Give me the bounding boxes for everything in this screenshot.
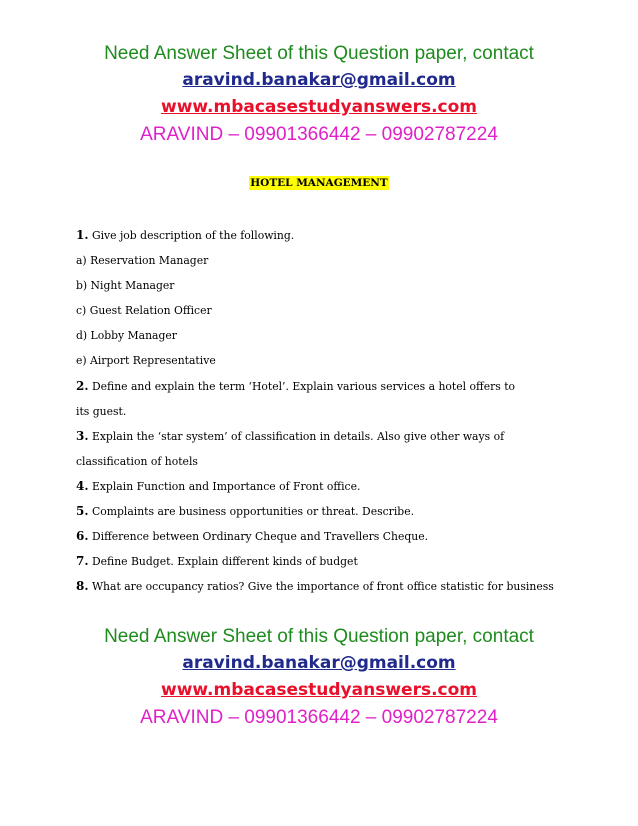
question-line [76, 399, 596, 424]
question-line [76, 424, 596, 449]
contact-header [0, 40, 638, 148]
contact-phones-text: ARAVIND – 09901366442 – 09902787224 [140, 707, 498, 728]
question-text: its guest. [76, 404, 127, 418]
question-line [76, 549, 596, 574]
question-line [76, 499, 596, 524]
question-text: What are occupancy ratios? Give the importance of front office statistic for business [88, 580, 554, 594]
contact-email-link[interactable]: aravind.banakar@gmail.com [182, 70, 456, 90]
contact-website-link[interactable]: www.mbacasestudyanswers.com [161, 97, 477, 117]
question-list [76, 223, 596, 599]
question-text: Difference between Ordinary Cheque and Travellers Cheque. [88, 530, 429, 544]
question-number: 8. [76, 579, 89, 594]
question-text: Define and explain the term ‘Hotel’. Explain various services a hotel offers to [88, 379, 516, 393]
question-line [76, 374, 596, 399]
contact-request-text: Need Answer Sheet of this Question paper, contact [104, 626, 534, 647]
question-number: 7. [76, 554, 89, 569]
question-line [76, 248, 596, 273]
question-line [76, 574, 596, 599]
question-number: 6. [76, 529, 89, 544]
contact-request-text: Need Answer Sheet of this Question paper, contact [104, 43, 534, 64]
title-container [0, 171, 638, 190]
question-line [76, 323, 596, 348]
question-line [76, 524, 596, 549]
contact-email-link[interactable]: aravind.banakar@gmail.com [182, 653, 456, 673]
question-line [76, 273, 596, 298]
document-title: HOTEL MANAGEMENT [250, 177, 388, 189]
question-text: Explain Function and Importance of Front office. [88, 479, 361, 493]
question-text: classification of hotels [76, 454, 198, 468]
question-number: 4. [76, 478, 89, 493]
question-text: Explain the ‘star system’ of classification in details. Also give other ways of [88, 429, 505, 443]
question-text: c) Guest Relation Officer [76, 304, 212, 318]
question-text: a) Reservation Manager [76, 254, 209, 268]
contact-phones-text: ARAVIND – 09901366442 – 09902787224 [140, 124, 498, 145]
question-text: Complaints are business opportunities or threat. Describe. [88, 505, 415, 519]
contact-footer [0, 623, 638, 731]
question-text: Give job description of the following. [88, 229, 295, 242]
question-number: 1. [76, 228, 89, 242]
question-number: 5. [76, 504, 89, 519]
question-line [76, 223, 596, 248]
question-line [76, 348, 596, 373]
question-text: e) Airport Representative [76, 354, 216, 368]
question-text: d) Lobby Manager [76, 329, 177, 343]
question-text: Define Budget. Explain different kinds of budget [88, 555, 358, 569]
question-line [76, 449, 596, 474]
question-number: 3. [76, 428, 89, 443]
contact-website-link[interactable]: www.mbacasestudyanswers.com [161, 680, 477, 700]
question-line [76, 474, 596, 499]
question-number: 2. [76, 378, 89, 393]
question-text: b) Night Manager [76, 279, 175, 293]
question-line [76, 298, 596, 323]
